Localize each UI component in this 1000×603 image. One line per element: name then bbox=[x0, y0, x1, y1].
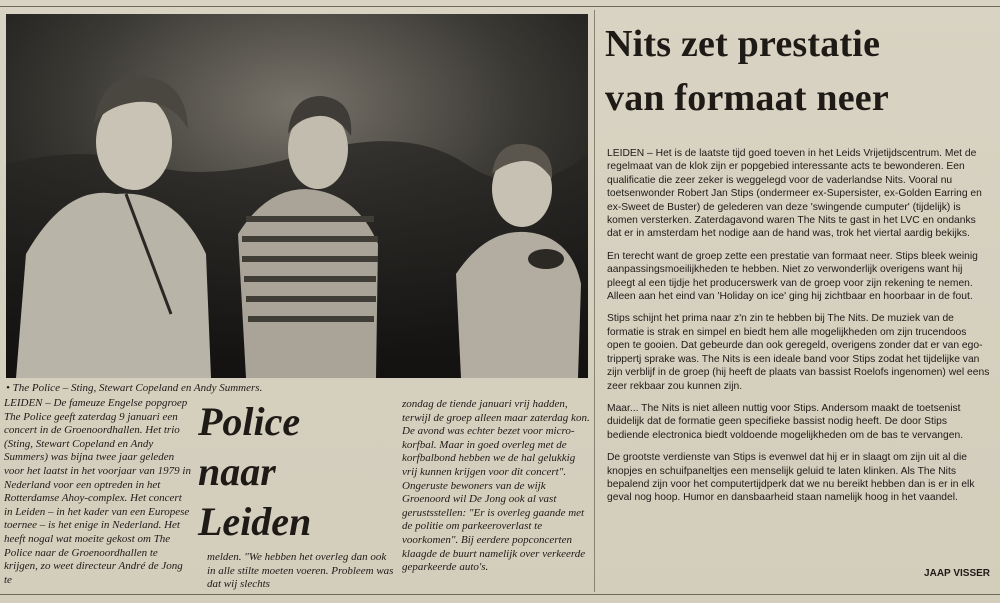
bottom-rule bbox=[0, 594, 1000, 595]
nits-paragraph-1: LEIDEN – Het is de laatste tijd goed toeven in het Leids Vrijetijdscentrum. Met de regelmaat van de klok zijn er popgebied interessante acts te bewonderen. Een qualificatie die zeer zeker is weggelegd voor de vaderlandse Nits. Vooral nu toetsenwonder Robert Jan Stips (ondermeer ex-Supersister, ex-Golden Earring en ex-Sweet de Buster) de gelederen van deze 'swingende cumputer' (tijdelijk) is komen versterken. Zaterdagavond waren The Nits te gast in het LVC en ondanks dat er in amsterdam het nodige aan de hand was, trok het viertal aardig bekijks. bbox=[607, 148, 982, 240]
police-headline-line-3: Leiden bbox=[198, 499, 312, 544]
nits-paragraph-3: Stips schijnt het prima naar z'n zin te hebben bij The Nits. De muziek van de formatie is strak en simpel en biedt hem alle mogelijkheden om zijn trucendoos open te gooien. Dat gebeurde dan ook geregeld, overigens zonder dat er van ego-trippertj sprake was. The Nits is een ideale band voor Stips zodat het tijdelijke van zijn verblijf in de groep (hij heeft de plaats van bassist Roelofs ingenomen) wel eens zeer rekbaar zou kunnen zijn. bbox=[607, 313, 990, 392]
nits-headline-line-1: Nits zet prestatie bbox=[605, 23, 881, 65]
nits-paragraph-4: Maar... The Nits is niet alleen nuttig voor Stips. Andersom maakt de toetsenist duidelijk dat de formatie geen specifieke bassist nodig heeft. De door Stips bediende electronica biedt voldoende mogelijkheden om de bas te vervangen. bbox=[607, 402, 964, 441]
nits-paragraph-5: De grootste verdienste van Stips is evenwel dat hij er in slaagt om zijn uit al die knopjes en schuifpaneltjes een menselijk geluid te laten klinken. Als The Nits bepalend zijn voor het computertijdperk dat we nu bereikt hebben dan is er in elk geval nog hoop. Humor en dansbaarheid staan namelijk hoog in het vaandel. bbox=[607, 452, 975, 504]
nits-article-body bbox=[607, 147, 991, 565]
police-article-text-3: zondag de tiende januari vrij hadden, terwijl de groep alleen maar zaterdag kon. De avond was echter bezet voor micro-korfbal. Maar in goed overleg met de korfbalbond hebben we de hal gelukkig vrij kunnen krijgen voor dit concert". Ongeruste bewoners van de wijk Groenoord wil De Jong ook al vast gerustsstellen: "Er is overleg gaande met de politie om parkeeroverlast te voorkomen". Bij eerdere popconcerten klaagde de buurt namelijk over verkeerde geparkeerde auto's. bbox=[402, 398, 590, 574]
band-photo-icon bbox=[6, 14, 588, 378]
byline: JAAP VISSER bbox=[924, 568, 990, 579]
police-headline-line-1: Police bbox=[198, 399, 301, 444]
police-article-column-3 bbox=[402, 398, 590, 593]
police-article-column-2 bbox=[207, 551, 397, 593]
photo-caption: • The Police – Sting, Stewart Copeland en Andy Summers. bbox=[6, 382, 263, 394]
top-rule bbox=[0, 6, 1000, 7]
band-photo bbox=[6, 14, 588, 378]
police-article-column-1 bbox=[4, 397, 192, 593]
column-divider bbox=[594, 10, 595, 592]
nits-paragraph-2: En terecht want de groep zette een prestatie van formaat neer. Stips bleek weinig aanpassingsmoeilijkheden te hebben. Niet zo verwonderlijk overigens want hij pleegt al een tijdje het producerswerk van de groep voor zijn rekening te nemen. Alleen aan het eind van 'Holiday on ice' ging hij zichtbaar en hoorbaar in de fout. bbox=[607, 250, 978, 303]
police-article-text-1: LEIDEN – De fameuze Engelse popgroep The Police geeft zaterdag 9 januari een concert in de Groenoordhallen. Het trio (Sting, Stewart Copeland en Andy Summers) was bijna twee jaar geleden voor het laatst in het voorjaar van 1979 in Nederland voor een optreden in het Rotterdamse Ahoy-complex. Het concert in Leiden – in het kader van een Europese toernee – is het enige in Nederland. Het heeft nogal wat moeite gekost om The Police naar de Groenoordhallen te krijgen, zo weet directeur André de Jong te bbox=[4, 397, 191, 586]
nits-headline bbox=[605, 17, 993, 129]
police-headline-line-2: naar bbox=[198, 449, 276, 494]
nits-headline-line-2: van formaat neer bbox=[605, 77, 889, 119]
police-article-text-2: melden. "We hebben het overleg dan ook in alle stilte moeten voeren. Probleem was dat wij slechts bbox=[207, 551, 394, 591]
police-headline bbox=[198, 397, 402, 549]
